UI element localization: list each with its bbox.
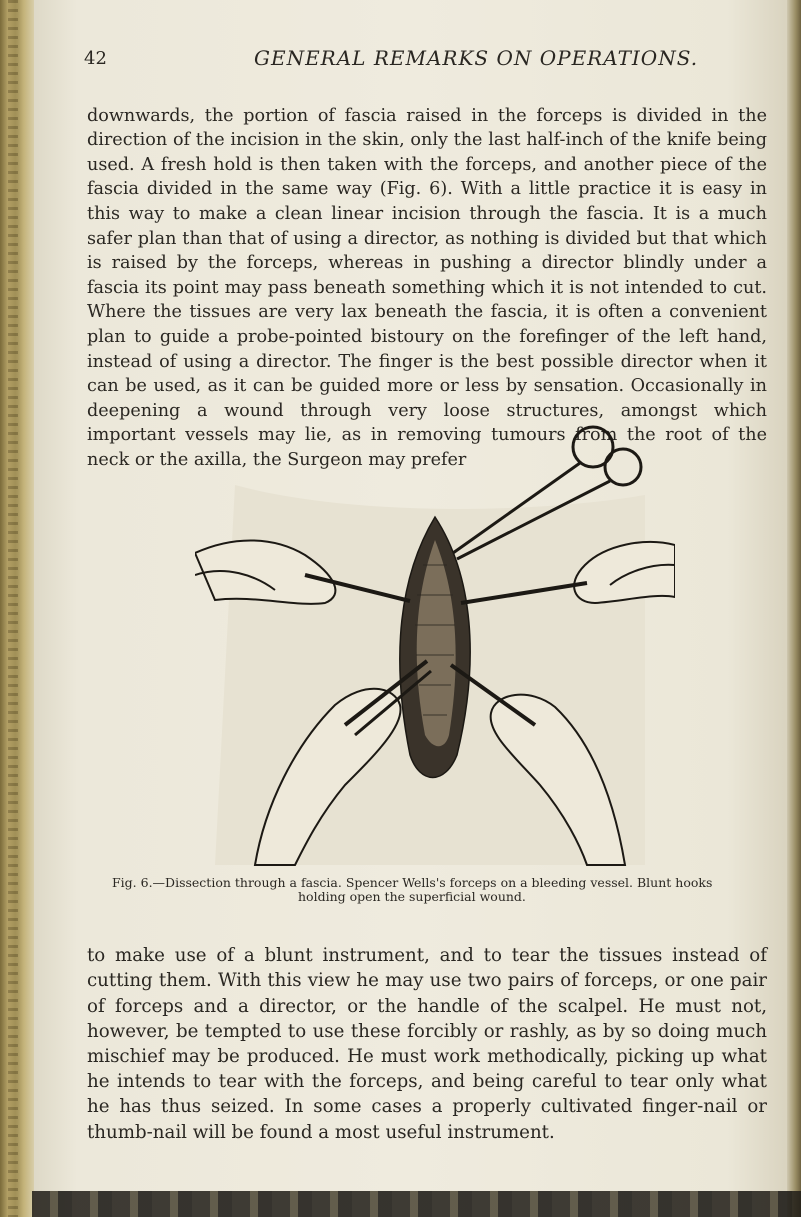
body-paragraph-bottom: to make use of a blunt instrument, and to tear the tissues instead of cutting them. With this view he may use two pairs of forceps, or one pair of forceps and a director, or the handle of the scalpel. He must not, however, be tempted to use these forcibly or rashly, as by so doing much mischief may be produced. He must work methodically, picking up what he intends to tear with the forceps, and being careful to tear only what he has thus seized. In some cases a properly cultivated finger-nail or thumb-nail will be found a most useful instrument.: [87, 945, 767, 1143]
page-bottom-edge: [32, 1191, 801, 1217]
page-header: [84, 46, 699, 72]
book-binding: [0, 0, 34, 1217]
figure-caption: [112, 876, 772, 904]
caption-line-2: holding open the superficial wound.: [298, 889, 526, 904]
page-number: 42: [84, 48, 107, 69]
page-edge: [787, 0, 801, 1217]
surgical-illustration: [195, 425, 675, 875]
caption-line-1: Fig. 6.—Dissection through a fascia. Spencer Wells's forceps on a bleeding vessel. Blunt hooks: [112, 875, 713, 890]
body-paragraph-top: downwards, the portion of fascia raised in the forceps is divided in the direction of the incision in the skin, only the last half-inch of the knife being used. A fresh hold is then taken with the forceps, and another piece of the fascia divided in the same way (Fig. 6). With a little practice it is easy in this way to make a clean linear incision through the fascia. It is a much safer plan than that of using a director, as nothing is divided but that which is raised by the forceps, whereas in pushing a director blindly under a fascia its point may pass beneath something which it is not intended to cut. Where the tissues are very lax beneath the fascia, it is often a convenient plan to guide a probe-pointed bistoury on the forefinger of the left hand, instead of using a director. The finger is the best possible director when it can be used, as it can be guided more or less by sensation. Occasionally in deepening a wound through very loose structures, amongst which important vessels may lie, as in removing tumours from the root of the neck or the axilla, the Surgeon may prefer: [87, 105, 767, 470]
binding-texture: [8, 0, 18, 1217]
running-head: GENERAL REMARKS ON OPERATIONS.: [254, 46, 699, 70]
